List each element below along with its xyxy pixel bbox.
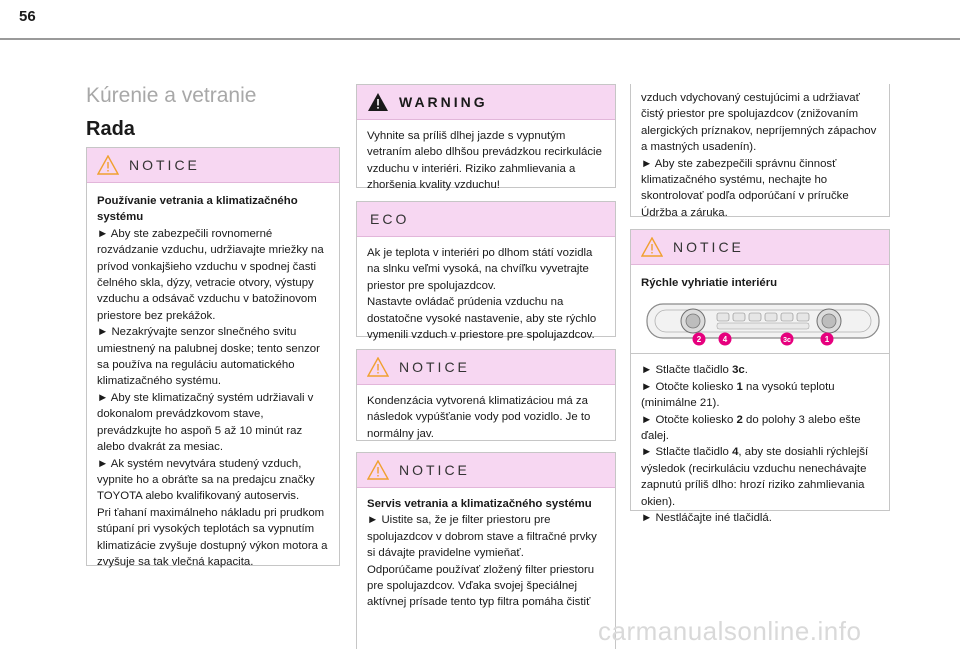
notice-box-ventilation: [86, 147, 340, 566]
warning-header: [357, 85, 615, 120]
notice-box-quick-heating: [630, 229, 890, 525]
warning-label: WARNING: [399, 94, 488, 110]
top-rule: [0, 38, 960, 40]
eco-text: Ak je teplota v interiéri po dlhom státí vozidla na slnku veľmi vysoká, na chvíľku vyvetrajte priestor pre spolujazdcov. Nastavte ovládač prúdenia vzduchu na dostatočne vysoké nastavenie, aby ste rýchlo vymenili vzduch v priestore pre spolujazdcov.: [367, 247, 597, 342]
notice-text-continued: vzduch vdychovaný cestujúcimi a udržiavať čistý priestor pre spolujazdcov (znižovaním alergických príznakov, nepríjemných zápachov a mastných usadenín). ► Aby ste zabezpečili správnu činnosť klimatizačného systému, nechajte ho skontrolovať podľa odporúčaní v príručke Údržba a záruka.: [641, 92, 877, 219]
caution-triangle-icon: [97, 155, 119, 175]
warning-text: Vyhnite sa príliš dlhej jazde s vypnutým vetraním alebo dlhšou prevádzkou recirkulácie vzduchu v interiéri. Riziko zahmlievania a zhoršenia kvality vzduchu!: [367, 130, 602, 192]
watermark: carmanualsonline.info: [598, 616, 862, 646]
notice-header: [631, 230, 889, 265]
notice-box-condensation: [356, 349, 616, 441]
notice-title: Používanie vetrania a klimatizačného systému: [97, 195, 298, 224]
step-line-5: ► Nestláčajte iné tlačidlá.: [641, 512, 772, 525]
notice-label: NOTICE: [399, 359, 470, 375]
eco-header: [357, 202, 615, 237]
caution-triangle-icon: [367, 460, 389, 480]
caution-triangle-icon: [367, 357, 389, 377]
step-line-1: ► Stlačte tlačidlo 3c.: [641, 364, 748, 377]
warning-triangle-icon: [367, 92, 389, 112]
warning-box: [356, 84, 616, 192]
callout-2: [693, 333, 706, 346]
svg-text:2: 2: [696, 335, 702, 345]
notice-header: [87, 148, 339, 183]
notice-box-servicing-continued: [630, 84, 890, 217]
step-line-2: ► Otočte koliesko 1 na vysokú teplotu (minimálne 21).: [641, 380, 835, 410]
notice-label: NOTICE: [129, 157, 200, 173]
eco-label: ECO: [370, 211, 410, 227]
notice-label: NOTICE: [673, 239, 744, 255]
svg-text:3c: 3c: [783, 337, 791, 345]
callout-4: [719, 333, 732, 346]
notice-title: Servis vetrania a klimatizačného systému: [367, 498, 592, 510]
svg-text:4: 4: [722, 335, 728, 345]
notice-label: NOTICE: [399, 462, 470, 478]
sub-title: Rada: [86, 118, 135, 140]
step-line-4: ► Stlačte tlačidlo 4, aby ste dosiahli rýchlejší výsledok (recirkuláciu vzduchu nenechávajte zapnutú príliš dlho: hrozí riziko zahmlievania okien).: [641, 446, 869, 508]
page-number: 56: [19, 8, 36, 25]
eco-box: [356, 201, 616, 342]
climate-control-panel-illustration: [641, 301, 885, 347]
notice-text: ► Aby ste zabezpečili rovnomerné rozvádzanie vzduchu, udržiavajte mriežky na prívod vonkajšieho vzduchu v spodnej časti čelného skla, dýzy, vetracie otvory, výstupy vzduchu a odsávač vzduchu v batožinovom priestore bez prekážok. ► Nezakrývajte senzor slnečného svitu umiestnený na palubnej doske; tento senzor sa používa na reguláciu automatického klimatizačného systému. ► Aby ste klimatizačný systém udržiavali v dokonalom prevádzkovom stave, prevádzkujte ho aspoň 5 až 10 minút raz alebo dvakrát za mesiac. ► Ak systém nevytvára studený vzduch, vypnite ho a obráťte sa na predajcu značky TOYOTA alebo kvalifikovaný autoservis. Pri ťahaní maximálneho nákladu pri prudkom stúpaní pri vysokých teplotách sa vypnutím klimatizácie zvyšuje dostupný výkon motora a zvyšuje sa tak vlečná kapacita.: [97, 227, 328, 568]
notice-title: Rýchle vyhriatie interiéru: [641, 277, 778, 289]
notice-header: [357, 350, 615, 385]
callout-1: [821, 333, 834, 346]
notice-box-servicing: [356, 452, 616, 649]
notice-text: Kondenzácia vytvorená klimatizáciou má za následok vypúšťanie vody pod vozidlo. Je to normálny jav.: [367, 395, 591, 440]
notice-text: ► Uistite sa, že je filter priestoru pre spolujazdcov v dobrom stave a filtračné prvky si dávajte pravidelne vymieňať. Odporúčame používať zložený filter priestoru pre spolujazdcov. Vďaka svojej špeciálnej aktívnej prísade tento typ filtra pomáha čistiť: [367, 514, 597, 609]
callout-3c: [781, 333, 794, 346]
step-line-3: ► Otočte koliesko 2 do polohy 3 alebo ešte ďalej.: [641, 413, 861, 443]
notice-header: [357, 453, 615, 488]
svg-text:1: 1: [824, 335, 830, 345]
section-title: Kúrenie a vetranie: [86, 84, 257, 107]
caution-triangle-icon: [641, 237, 663, 257]
